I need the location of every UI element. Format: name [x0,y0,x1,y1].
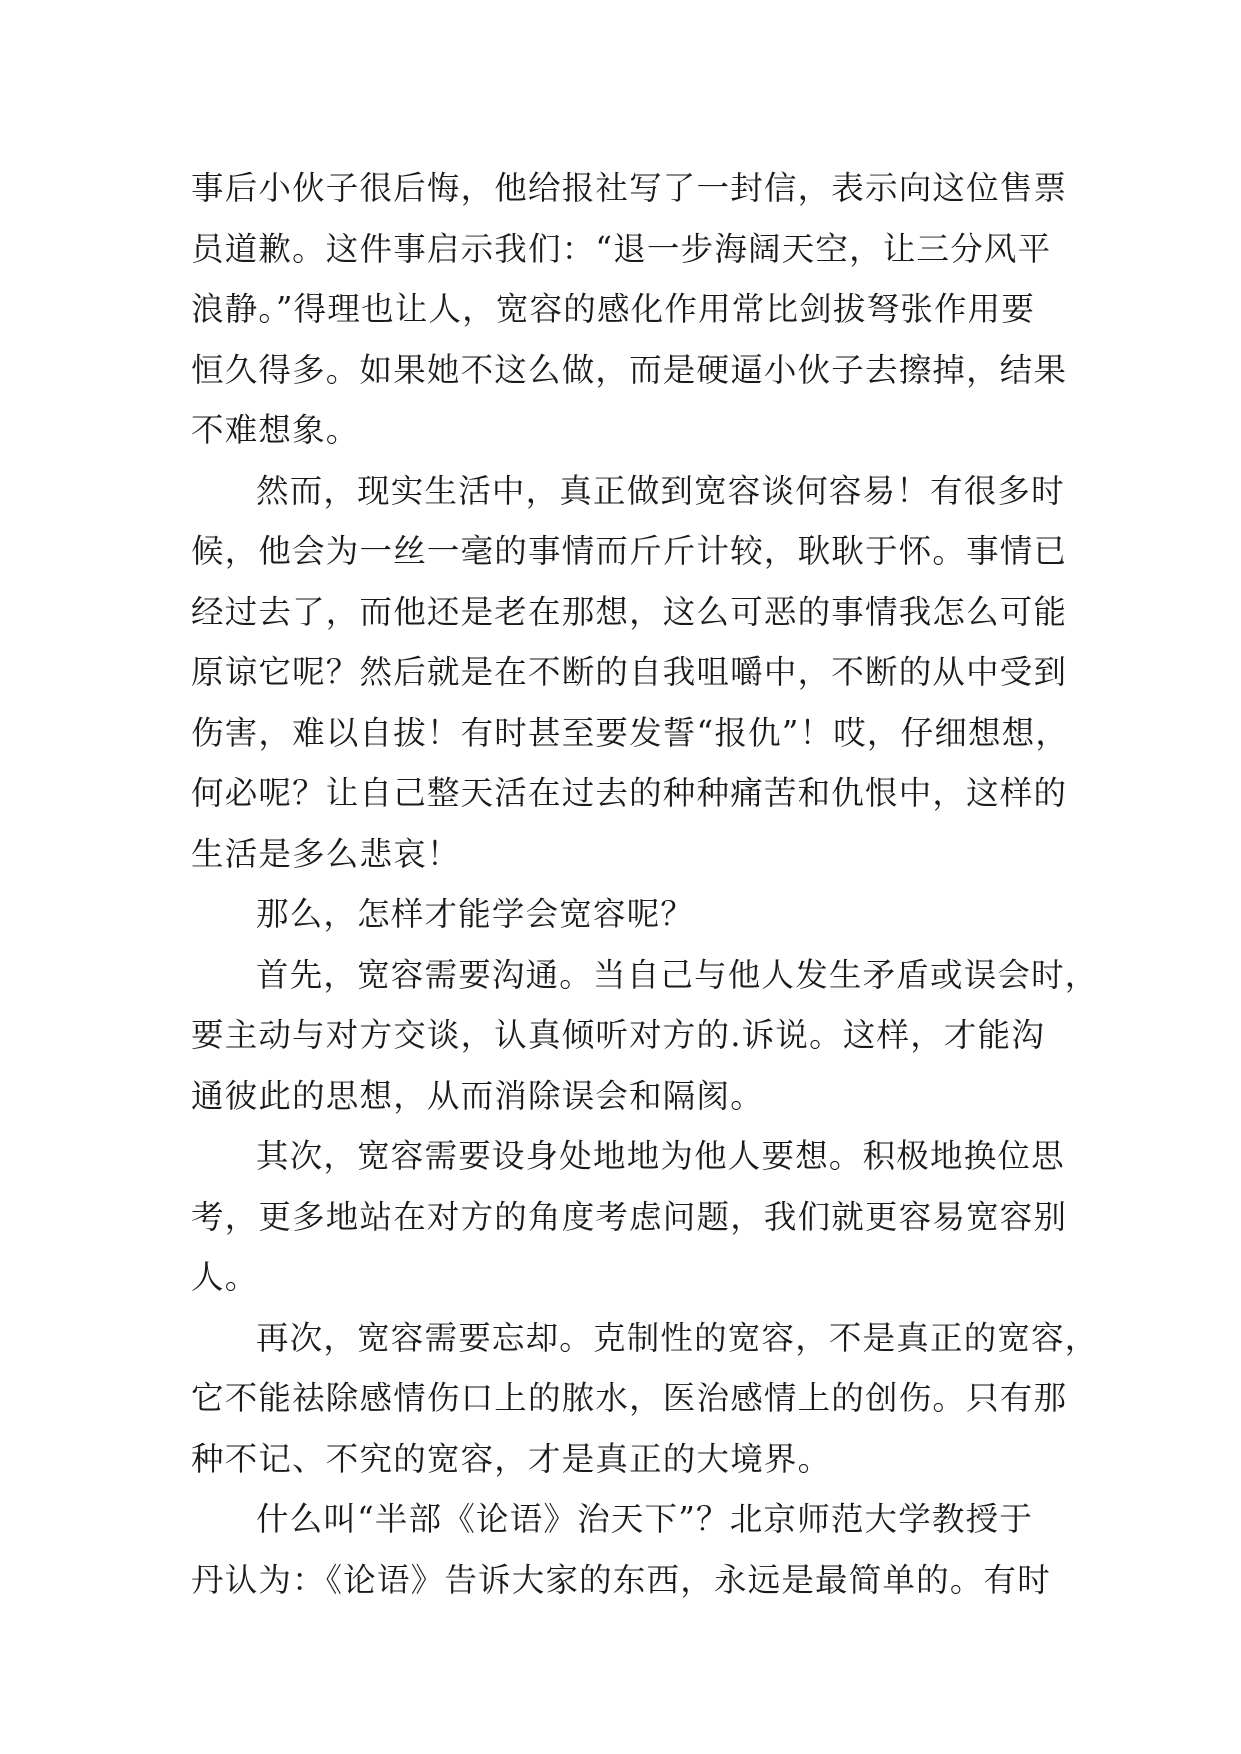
text-line: 经过去了，而他还是老在那想，这么可恶的事情我怎么可能 [191,592,1068,631]
text-line: 其次，宽容需要设身处地地为他人要想。积极地换位思 [256,1137,1065,1175]
text-line: 那么，怎样才能学会宽容呢？ [256,895,695,933]
text-line: 再次，宽容需要忘却。克制性的宽容，不是真正的宽容， [256,1318,1099,1357]
paragraph-6 [191,1308,1099,1490]
text-line: 然而，现实生活中，真正做到宽容谈何容易！有很多时 [256,471,1065,510]
document-body [191,158,1099,1610]
paragraph-2 [191,461,1071,885]
text-line: 员道歉。这件事启示我们：“退一步海阔天空，让三分风平 [191,229,1052,268]
text-line: 考，更多地站在对方的角度考虑问题，我们就更容易宽容别 [191,1197,1068,1236]
text-line: 丹认为：《论语》告诉大家的东西，永远是最简单的。有时 [191,1560,1051,1599]
text-line: 要主动与对方交谈，认真倾听对方的.诉说。这样，才能沟 [191,1016,1046,1054]
text-line: 首先，宽容需要沟通。当自己与他人发生矛盾或误会时， [256,955,1099,994]
text-line: 恒久得多。如果她不这么做，而是硬逼小伙子去擦掉，结果 [191,350,1068,389]
text-line: 候，他会为一丝一毫的事情而斤斤计较，耿耿于怀。事情已 [191,532,1068,570]
text-line: 何必呢？让自己整天活在过去的种种痛苦和仇恨中，这样的 [191,774,1068,812]
paragraph-1 [191,158,1071,461]
text-line: 什么叫“半部《论语》治天下”？北京师范大学教授于 [256,1500,1034,1538]
paragraph-3 [191,884,1071,945]
text-line: 浪静。”得理也让人，宽容的感化作用常比剑拔弩张作用要 [191,290,1036,328]
text-line: 事后小伙子很后悔，他给报社写了一封信，表示向这位售票 [191,169,1068,207]
text-line: 它不能祛除感情伤口上的脓水，医治感情上的创伤。只有那 [191,1379,1068,1417]
text-line: 不难想象。 [191,411,360,449]
paragraph-7 [191,1489,1071,1610]
text-line: 通彼此的思想，从而消除误会和隔阂。 [191,1076,764,1115]
paragraph-5 [191,1126,1071,1308]
text-line: 种不记、不究的宽容，才是真正的大境界。 [191,1439,832,1478]
text-line: 伤害，难以自拔！有时甚至要发誓“报仇”！哎，仔细想想， [191,713,1070,752]
paragraph-4 [191,945,1099,1127]
text-line: 人。 [191,1258,259,1296]
text-line: 生活是多么悲哀！ [191,834,461,873]
text-line: 原谅它呢？然后就是在不断的自我咀嚼中，不断的从中受到 [191,653,1068,691]
